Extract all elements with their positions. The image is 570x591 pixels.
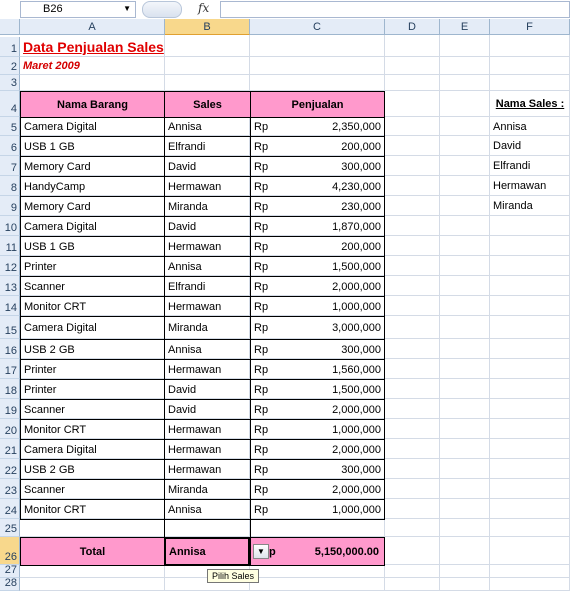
cell-sales[interactable]: Miranda [164, 196, 251, 217]
currency-label: Rp [254, 200, 269, 213]
currency-label: Rp [254, 160, 269, 173]
cell-sales[interactable]: David [164, 399, 251, 420]
cell-penjualan[interactable] [250, 256, 385, 277]
amount-value: 300,000 [341, 343, 381, 356]
cell-sales[interactable]: Annisa [164, 499, 251, 520]
cell-penjualan[interactable] [250, 499, 385, 520]
cell-item[interactable]: Camera Digital [20, 216, 165, 237]
column-header-f[interactable]: F [490, 19, 570, 35]
sales-list-item[interactable]: Annisa [493, 120, 527, 133]
amount-value: 1,000,000 [332, 503, 381, 516]
formula-bar-splitter[interactable] [142, 1, 182, 18]
currency-label: Rp [254, 363, 269, 376]
name-box[interactable] [20, 1, 136, 18]
cell-penjualan[interactable] [250, 399, 385, 420]
row-header[interactable]: 8 [0, 176, 20, 196]
cell-item[interactable]: Memory Card [20, 196, 165, 217]
cell-sales[interactable]: Annisa [164, 339, 251, 360]
amount-value: 300,000 [341, 160, 381, 173]
cell-sales[interactable]: David [164, 379, 251, 400]
column-header-d[interactable]: D [385, 19, 440, 35]
row-header[interactable]: 4 [0, 91, 20, 117]
column-header-c[interactable]: C [250, 19, 385, 35]
amount-value: 1,870,000 [332, 220, 381, 233]
cell-penjualan[interactable] [250, 379, 385, 400]
cell-sales[interactable]: Hermawan [164, 296, 251, 317]
cell-item[interactable]: Camera Digital [20, 439, 165, 460]
formula-input[interactable] [220, 1, 570, 18]
row-header[interactable]: 12 [0, 256, 20, 276]
row-header[interactable]: 1 [0, 37, 20, 57]
amount-value: 1,560,000 [332, 363, 381, 376]
sales-list-item[interactable]: Miranda [493, 200, 533, 212]
cell-penjualan[interactable] [250, 156, 385, 177]
row-header[interactable]: 22 [0, 459, 20, 479]
amount-value: 200,000 [341, 140, 381, 153]
sheet-title: Data Penjualan Sales [23, 39, 164, 55]
cell-penjualan[interactable] [250, 439, 385, 460]
row-header[interactable]: 19 [0, 399, 20, 419]
cell-penjualan[interactable] [250, 196, 385, 217]
chevron-down-icon[interactable]: ▼ [123, 4, 131, 13]
currency-label: Rp [254, 240, 269, 253]
amount-value: 2,000,000 [332, 443, 381, 456]
cell-penjualan[interactable] [250, 296, 385, 317]
sales-list-item[interactable]: David [493, 140, 522, 152]
column-header-b[interactable]: B [165, 19, 250, 35]
row-header[interactable]: 6 [0, 136, 20, 156]
formula-bar [140, 1, 570, 18]
row-header[interactable]: 10 [0, 216, 20, 236]
currency-label: Rp [254, 463, 269, 476]
cell-sales[interactable]: Miranda [164, 479, 251, 500]
row-header[interactable]: 16 [0, 339, 20, 359]
amount-value: 230,000 [341, 200, 381, 213]
row-header[interactable]: 2 [0, 57, 20, 75]
cell-penjualan[interactable] [250, 459, 385, 480]
cell-item[interactable]: Monitor CRT [20, 296, 165, 317]
row-header[interactable]: 9 [0, 196, 20, 216]
cell-item[interactable]: Printer [20, 359, 165, 380]
cell-sales[interactable]: Hermawan [164, 459, 251, 480]
chevron-down-icon[interactable]: ▼ [253, 544, 269, 559]
total-amount: 5,150,000.00 [314, 545, 379, 558]
amount-value: 1,000,000 [332, 423, 381, 436]
cell-penjualan[interactable] [250, 479, 385, 500]
total-sales-select[interactable]: Annisa [164, 537, 250, 566]
currency-label: p [269, 545, 276, 558]
currency-label: Rp [254, 322, 269, 334]
amount-value: 2,000,000 [332, 403, 381, 416]
cell-item[interactable]: Scanner [20, 479, 165, 500]
row-header[interactable]: 7 [0, 156, 20, 176]
sheet-subtitle: Maret 2009 [23, 60, 80, 72]
cell-item[interactable]: Camera Digital [20, 117, 165, 137]
cell-sales[interactable]: Miranda [164, 316, 251, 340]
column-header-e[interactable]: E [440, 19, 490, 35]
cell-item[interactable]: HandyCamp [20, 176, 165, 197]
header-penjualan: Penjualan [250, 91, 385, 118]
gridline-vertical [439, 35, 440, 591]
cell-sales[interactable]: Annisa [164, 256, 251, 277]
cell-item[interactable]: USB 2 GB [20, 339, 165, 360]
row-header[interactable]: 11 [0, 236, 20, 256]
currency-label: Rp [254, 140, 269, 153]
amount-value: 2,350,000 [332, 121, 381, 133]
row-header[interactable]: 17 [0, 359, 20, 379]
currency-label: Rp [254, 503, 269, 516]
currency-label: Rp [254, 383, 269, 396]
header-nama-barang: Nama Barang [20, 91, 165, 118]
cell-item[interactable]: Scanner [20, 276, 165, 297]
cell-penjualan[interactable] [250, 316, 385, 340]
gridline-horizontal [20, 577, 570, 578]
currency-label: Rp [254, 423, 269, 436]
currency-label: Rp [254, 300, 269, 313]
amount-value: 1,500,000 [332, 383, 381, 396]
cell-sales[interactable]: Hermawan [164, 236, 251, 257]
row-header[interactable]: 24 [0, 499, 20, 519]
cell-penjualan[interactable] [250, 419, 385, 440]
cell-sales-empty[interactable] [164, 519, 251, 538]
currency-label: Rp [254, 220, 269, 233]
total-amount-cell[interactable] [250, 537, 385, 566]
cell-item[interactable]: Monitor CRT [20, 419, 165, 440]
currency-label: Rp [254, 343, 269, 356]
cell-penjualan[interactable] [250, 339, 385, 360]
cell-sales[interactable]: Hermawan [164, 439, 251, 460]
currency-label: Rp [254, 121, 269, 133]
amount-value: 300,000 [341, 463, 381, 476]
row-header[interactable]: 28 [0, 578, 20, 591]
currency-label: Rp [254, 403, 269, 416]
select-all-corner[interactable] [0, 19, 20, 35]
cell-item[interactable]: Memory Card [20, 156, 165, 177]
row-header[interactable]: 18 [0, 379, 20, 399]
row-header[interactable]: 13 [0, 276, 20, 296]
name-box-value: B26 [43, 3, 63, 15]
row-header[interactable]: 20 [0, 419, 20, 439]
cell-item[interactable]: USB 1 GB [20, 136, 165, 157]
currency-label: Rp [254, 180, 269, 193]
row-header[interactable]: 21 [0, 439, 20, 459]
cell-sales[interactable]: Elfrandi [164, 136, 251, 157]
cell-item[interactable]: Scanner [20, 399, 165, 420]
row-header[interactable]: 5 [0, 117, 20, 136]
cell-penjualan[interactable] [250, 216, 385, 237]
cell-item[interactable]: Camera Digital [20, 316, 165, 340]
cell-item[interactable]: USB 2 GB [20, 459, 165, 480]
currency-label: Rp [254, 280, 269, 293]
cell-sales[interactable]: Hermawan [164, 176, 251, 197]
cell-penjualan[interactable] [250, 276, 385, 297]
function-icon[interactable]: fx [198, 1, 210, 15]
cell-penjualan[interactable] [250, 136, 385, 157]
row-header[interactable]: 27 [0, 565, 20, 578]
cell-penjualan[interactable] [250, 117, 385, 137]
cell-sales[interactable]: Elfrandi [164, 276, 251, 297]
amount-value: 1,500,000 [332, 260, 381, 273]
row-header[interactable]: 15 [0, 316, 20, 339]
row-header[interactable]: 3 [0, 75, 20, 91]
currency-label: Rp [254, 483, 269, 496]
cell-item[interactable]: Printer [20, 256, 165, 277]
amount-value: 3,000,000 [332, 322, 381, 334]
amount-value: 1,000,000 [332, 300, 381, 313]
amount-value: 200,000 [341, 240, 381, 253]
total-label: Total [20, 537, 165, 566]
cell-penjualan[interactable] [250, 176, 385, 197]
sales-list-header: Nama Sales : [495, 98, 565, 110]
row-header[interactable]: 23 [0, 479, 20, 499]
cell-sales[interactable]: Annisa [164, 117, 251, 137]
cell-penjualan[interactable] [250, 236, 385, 257]
column-header-a[interactable]: A [20, 19, 165, 35]
row-header[interactable]: 25 [0, 519, 20, 537]
cell-sales[interactable]: Hermawan [164, 419, 251, 440]
currency-label: Rp [254, 443, 269, 456]
cell-sales[interactable]: David [164, 216, 251, 237]
cell-item[interactable]: Printer [20, 379, 165, 400]
cell-sales[interactable]: David [164, 156, 251, 177]
amount-value: 2,000,000 [332, 483, 381, 496]
cell-penjualan[interactable] [250, 359, 385, 380]
sales-list-item[interactable]: Hermawan [493, 180, 547, 192]
currency-label: Rp [254, 260, 269, 273]
sales-list-item[interactable]: Elfrandi [493, 160, 531, 172]
row-header[interactable]: 14 [0, 296, 20, 316]
cell-sales[interactable]: Hermawan [164, 359, 251, 380]
row-header[interactable]: 26 [0, 537, 20, 565]
amount-value: 4,230,000 [332, 180, 381, 193]
header-sales: Sales [164, 91, 251, 118]
validation-tooltip: Pilih Sales [207, 569, 259, 583]
amount-value: 2,000,000 [332, 280, 381, 293]
cell-item[interactable]: Monitor CRT [20, 499, 165, 520]
cell-item[interactable]: USB 1 GB [20, 236, 165, 257]
